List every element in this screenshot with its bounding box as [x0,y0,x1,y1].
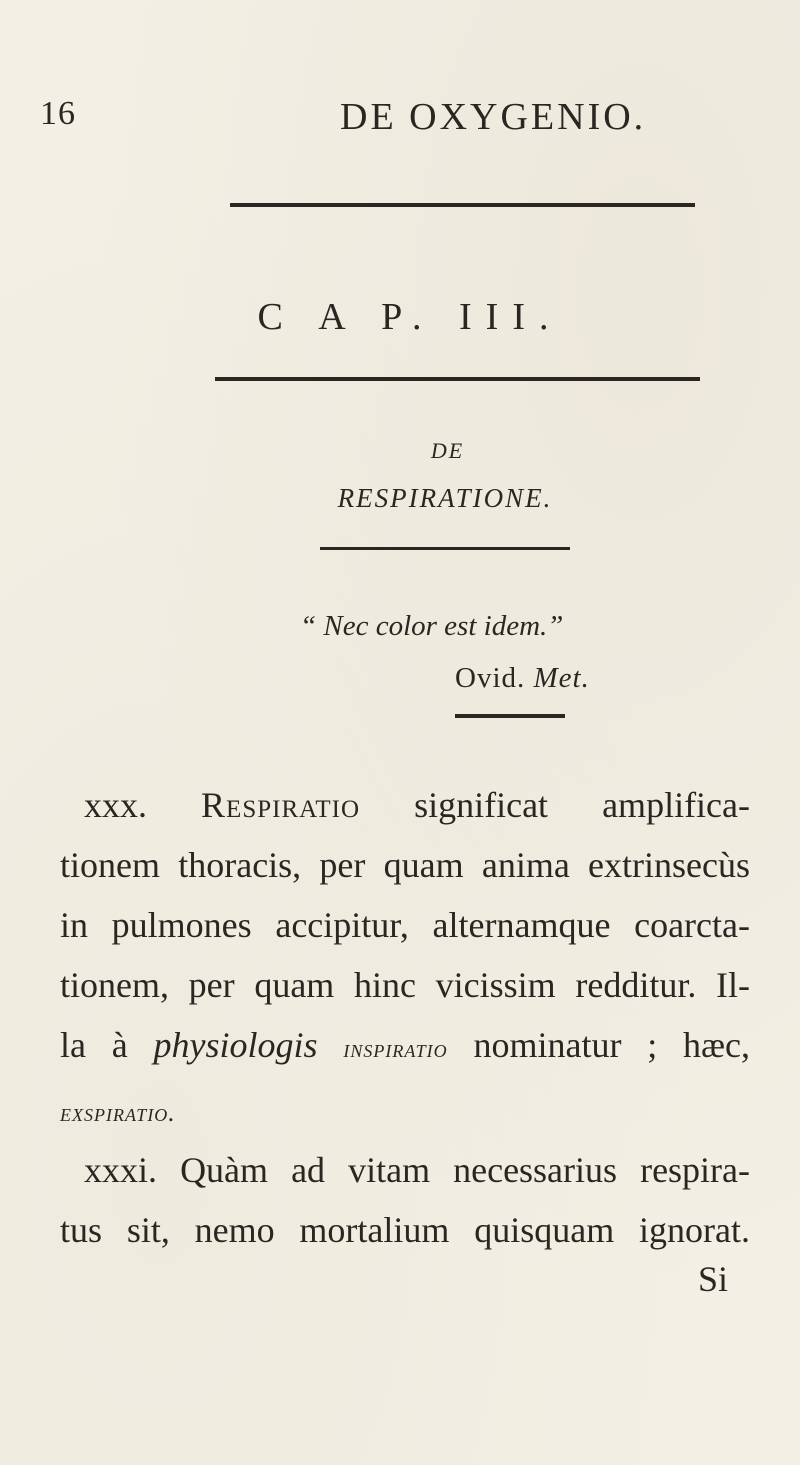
page-header [0,95,800,138]
epigraph-rule [455,714,565,718]
paragraph-line: tus sit, nemo mortalium quisquam ignorat. [60,1210,750,1250]
page-number: 16 [40,95,76,132]
smallcaps-term: exspiratio. [60,1098,176,1127]
italic-term: physiologis [153,1025,318,1065]
paragraph-text: nominatur ; hæc, [473,1025,751,1065]
chapter-heading: C A P. III. [257,296,563,338]
paragraph-line: in pulmones accipitur, alternamque coarcta- [60,905,750,945]
paragraph-line [60,1079,750,1143]
paragraph-xxxi [60,1140,750,1260]
paragraph-line: tionem thoracis, per quam anima extrinsecùs [60,845,750,885]
header-rule [230,203,695,207]
epigraph-source [455,662,590,695]
paragraph-number: xxx. [84,785,147,825]
paragraph-text: Quàm ad vitam necessarius respira- [180,1150,751,1190]
chapter-subject: RESPIRATIONE. [337,483,553,513]
running-head: DE OXYGENIO. [340,96,647,138]
subject-rule [320,547,570,550]
paragraph-text: la à [60,1025,128,1065]
paragraph-line [60,1140,750,1200]
epigraph-quote: “ Nec color est idem.” [300,610,564,642]
paragraph-line [60,775,750,835]
lead-word: Respiratio [201,785,361,825]
paragraph-line [60,1015,750,1079]
paragraph-text: significat amplifica- [414,785,751,825]
paragraph-line: tionem, per quam hinc vicissim redditur. Il- [60,965,750,1005]
paragraph-number: xxxi. [84,1150,158,1190]
catchword: Si [698,1259,729,1299]
epigraph-work: Met. [533,662,590,694]
smallcaps-term: inspiratio [343,1034,448,1063]
chapter-subtitle-de: DE [430,438,465,463]
paragraph-xxx [60,775,750,1143]
epigraph-author: Ovid. [455,662,526,694]
chapter-rule [215,377,700,381]
